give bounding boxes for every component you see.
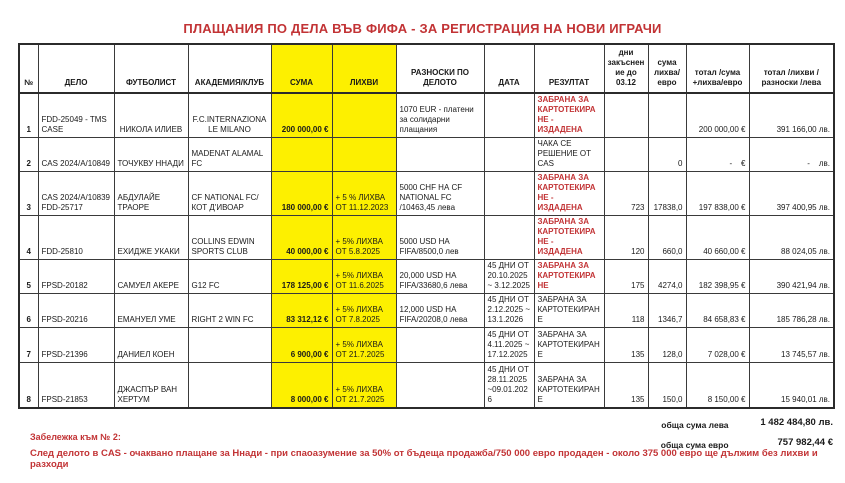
cell-date <box>484 93 534 138</box>
cell-num: 5 <box>19 260 38 294</box>
cell-interest_eur: 660,0 <box>648 216 686 260</box>
cell-date <box>484 216 534 260</box>
total-eur-label: обща сума евро <box>660 439 729 450</box>
cell-num: 1 <box>19 93 38 138</box>
cell-num: 2 <box>19 138 38 172</box>
cell-case: CAS 2024/A/10849 <box>38 138 114 172</box>
cell-player: ДАНИЕЛ КОЕН <box>114 328 188 363</box>
column-header-total_eur: тотал /сума +лихва/евро <box>686 44 749 93</box>
cell-interest_eur: 150,0 <box>648 363 686 408</box>
cell-amount: 200 000,00 € <box>271 93 332 138</box>
cell-player: САМУЕЛ АКЕРЕ <box>114 260 188 294</box>
cell-result: ЗАБРАНА ЗА КАРТОТЕКИРАНЕ - ИЗДАДЕНА <box>534 216 604 260</box>
cell-interest: + 5% ЛИХВА ОТ 5.8.2025 <box>332 216 396 260</box>
footnote-body: След делото в CAS - очаквано плащане за Ннади - при спаоазумение за 50% от бъдеща продажба/750 000 евро продаден - около 375 000 евро ще дължим без лихви и разходи <box>30 448 818 470</box>
cell-case: CAS 2024/A/10839 FDD-25717 <box>38 172 114 216</box>
cell-date: 45 ДНИ ОТ 20.10.2025 ~ 3.12.2025 <box>484 260 534 294</box>
cell-interest: + 5% ЛИХВА ОТ 21.7.2025 <box>332 328 396 363</box>
cell-player: ДЖАСПЪР ВАН ХЕРТУМ <box>114 363 188 408</box>
table-body <box>19 93 834 408</box>
cell-interest: + 5% ЛИХВА ОТ 21.7.2025 <box>332 363 396 408</box>
column-header-amount: СУМА <box>271 44 332 93</box>
cell-days <box>604 93 648 138</box>
cell-total_eur: 200 000,00 € <box>686 93 749 138</box>
cell-total_bgn: 13 745,57 лв. <box>749 328 834 363</box>
table-row <box>19 172 834 216</box>
cell-num: 4 <box>19 216 38 260</box>
cell-club: COLLINS EDWIN SPORTS CLUB <box>188 216 271 260</box>
cell-amount: 178 125,00 € <box>271 260 332 294</box>
footnote-heading: Забележка към № 2: <box>30 432 121 442</box>
column-header-interest: ЛИХВИ <box>332 44 396 93</box>
table-row <box>19 216 834 260</box>
cell-result: ЗАБРАНА ЗА КАРТОТЕКИРАНЕ <box>534 260 604 294</box>
table-row <box>19 363 834 408</box>
cell-player: ТОЧУКВУ ННАДИ <box>114 138 188 172</box>
total-bgn-line <box>18 412 833 430</box>
cell-total_bgn: 390 421,94 лв. <box>749 260 834 294</box>
cell-amount: 6 900,00 € <box>271 328 332 363</box>
page-title: ПЛАЩАНИЯ ПО ДЕЛА ВЪВ ФИФА - ЗА РЕГИСТРАЦИЯ НА НОВИ ИГРАЧИ <box>183 21 662 36</box>
column-header-result: РЕЗУЛТАТ <box>534 44 604 93</box>
table-row <box>19 260 834 294</box>
cell-costs: 5000 USD НА FIFA/8500,0 лев <box>396 216 484 260</box>
cell-amount: 180 000,00 € <box>271 172 332 216</box>
cell-days: 175 <box>604 260 648 294</box>
cell-num: 8 <box>19 363 38 408</box>
cell-date <box>484 138 534 172</box>
cell-costs <box>396 328 484 363</box>
column-header-costs: РАЗНОСКИ ПО ДЕЛОТО <box>396 44 484 93</box>
cell-interest_eur: 17838,0 <box>648 172 686 216</box>
column-header-player: ФУТБОЛИСТ <box>114 44 188 93</box>
cell-total_eur: 8 150,00 € <box>686 363 749 408</box>
cell-club: MADENAT ALAMAL FC <box>188 138 271 172</box>
cell-club: F.C.INTERNAZIONALE MILANO <box>188 93 271 138</box>
cell-amount: 8 000,00 € <box>271 363 332 408</box>
cell-days: 120 <box>604 216 648 260</box>
table-row <box>19 294 834 328</box>
cell-costs: 12,000 USD НА FIFA/20208,0 лева <box>396 294 484 328</box>
table-row <box>19 138 834 172</box>
total-eur-value: 757 982,44 € <box>777 436 833 448</box>
cell-costs: 1070 EUR - платени за солидарни плащания <box>396 93 484 138</box>
cell-date: 45 ДНИ ОТ 4.11.2025 ~ 17.12.2025 <box>484 328 534 363</box>
cell-date <box>484 172 534 216</box>
cell-interest_eur: 1346,7 <box>648 294 686 328</box>
cell-days: 135 <box>604 363 648 408</box>
column-header-total_bgn: тотал /лихви /разноски /лева <box>749 44 834 93</box>
cell-result: ЗАБРАНА ЗА КАРТОТЕКИРАНЕ <box>534 363 604 408</box>
cell-interest_eur: 4274,0 <box>648 260 686 294</box>
cell-player: ЕМАНУЕЛ УМЕ <box>114 294 188 328</box>
cell-player: НИКОЛА ИЛИЕВ <box>114 93 188 138</box>
cell-interest_eur: 128,0 <box>648 328 686 363</box>
header-row <box>19 44 834 93</box>
cell-interest <box>332 93 396 138</box>
cell-total_bgn: 185 786,28 лв. <box>749 294 834 328</box>
cell-total_bgn: 391 166,00 лв. <box>749 93 834 138</box>
cell-total_eur: 7 028,00 € <box>686 328 749 363</box>
column-header-date: ДАТА <box>484 44 534 93</box>
cell-costs <box>396 138 484 172</box>
cell-case: FDD-25049 - TMS CASE <box>38 93 114 138</box>
cell-case: FPSD-20216 <box>38 294 114 328</box>
cell-interest_eur <box>648 93 686 138</box>
column-header-days: дни закъснение до 03.12 <box>604 44 648 93</box>
cell-date: 45 ДНИ ОТ 28.11.2025 ~09.01.2026 <box>484 363 534 408</box>
cell-interest: + 5% ЛИХВА ОТ 11.6.2025 <box>332 260 396 294</box>
cell-days <box>604 138 648 172</box>
footnote <box>30 432 830 470</box>
column-header-num: № <box>19 44 38 93</box>
cell-days: 118 <box>604 294 648 328</box>
table-row <box>19 93 834 138</box>
cell-club: CF NATIONAL FC/ КОТ Д'ИВОАР <box>188 172 271 216</box>
cell-interest_eur: 0 <box>648 138 686 172</box>
table-row <box>19 328 834 363</box>
cell-club <box>188 363 271 408</box>
cell-result: ЗАБРАНА ЗА КАРТОТЕКИРАНЕ <box>534 328 604 363</box>
cell-total_bgn: 397 400,95 лв. <box>749 172 834 216</box>
cell-costs: 20,000 USD НА FIFA/33680,6 лева <box>396 260 484 294</box>
cell-total_eur: 84 658,83 € <box>686 294 749 328</box>
cell-total_bgn: - лв. <box>749 138 834 172</box>
cell-costs: 5000 CHF НА CF NATIONAL FC /10463,45 лева <box>396 172 484 216</box>
table-header <box>19 44 834 93</box>
cell-result: ЗАБРАНА ЗА КАРТОТЕКИРАНЕ <box>534 294 604 328</box>
cell-interest: + 5 % ЛИХВА ОТ 11.12.2023 <box>332 172 396 216</box>
cell-total_eur: 40 660,00 € <box>686 216 749 260</box>
cell-costs <box>396 363 484 408</box>
cell-days: 135 <box>604 328 648 363</box>
cell-case: FPSD-21853 <box>38 363 114 408</box>
cell-player: АБДУЛАЙЕ ТРАОРЕ <box>114 172 188 216</box>
cell-case: FPSD-21396 <box>38 328 114 363</box>
cell-amount <box>271 138 332 172</box>
cell-num: 7 <box>19 328 38 363</box>
cell-result: ЗАБРАНА ЗА КАРТОТЕКИРАНЕ - ИЗДАДЕНА <box>534 172 604 216</box>
cell-date: 45 ДНИ ОТ 2.12.2025 ~ 13.1.2026 <box>484 294 534 328</box>
cell-total_bgn: 88 024,05 лв. <box>749 216 834 260</box>
cell-player: ЕХИДЖЕ УКАКИ <box>114 216 188 260</box>
cell-interest <box>332 138 396 172</box>
cell-amount: 83 312,12 € <box>271 294 332 328</box>
cell-total_eur: - € <box>686 138 749 172</box>
cell-total_eur: 197 838,00 € <box>686 172 749 216</box>
cell-num: 3 <box>19 172 38 216</box>
cell-club: G12 FC <box>188 260 271 294</box>
cell-interest: + 5% ЛИХВА ОТ 7.8.2025 <box>332 294 396 328</box>
cell-days: 723 <box>604 172 648 216</box>
cell-total_eur: 182 398,95 € <box>686 260 749 294</box>
cell-result: ЧАКА СЕ РЕШЕНИЕ ОТ CAS <box>534 138 604 172</box>
payments-table <box>18 43 835 409</box>
cell-amount: 40 000,00 € <box>271 216 332 260</box>
cell-case: FPSD-20182 <box>38 260 114 294</box>
cell-total_bgn: 15 940,01 лв. <box>749 363 834 408</box>
total-bgn-label: обща сума лева <box>661 419 729 430</box>
cell-club: RIGHT 2 WIN FC <box>188 294 271 328</box>
cell-result: ЗАБРАНА ЗА КАРТОТЕКИРАНЕ - ИЗДАДЕНА <box>534 93 604 138</box>
cell-num: 6 <box>19 294 38 328</box>
column-header-interest_eur: сума лихва/евро <box>648 44 686 93</box>
column-header-case: ДЕЛО <box>38 44 114 93</box>
total-bgn-value: 1 482 484,80 лв. <box>760 416 833 428</box>
cell-club <box>188 328 271 363</box>
column-header-club: АКАДЕМИЯ/КЛУБ <box>188 44 271 93</box>
cell-case: FDD-25810 <box>38 216 114 260</box>
